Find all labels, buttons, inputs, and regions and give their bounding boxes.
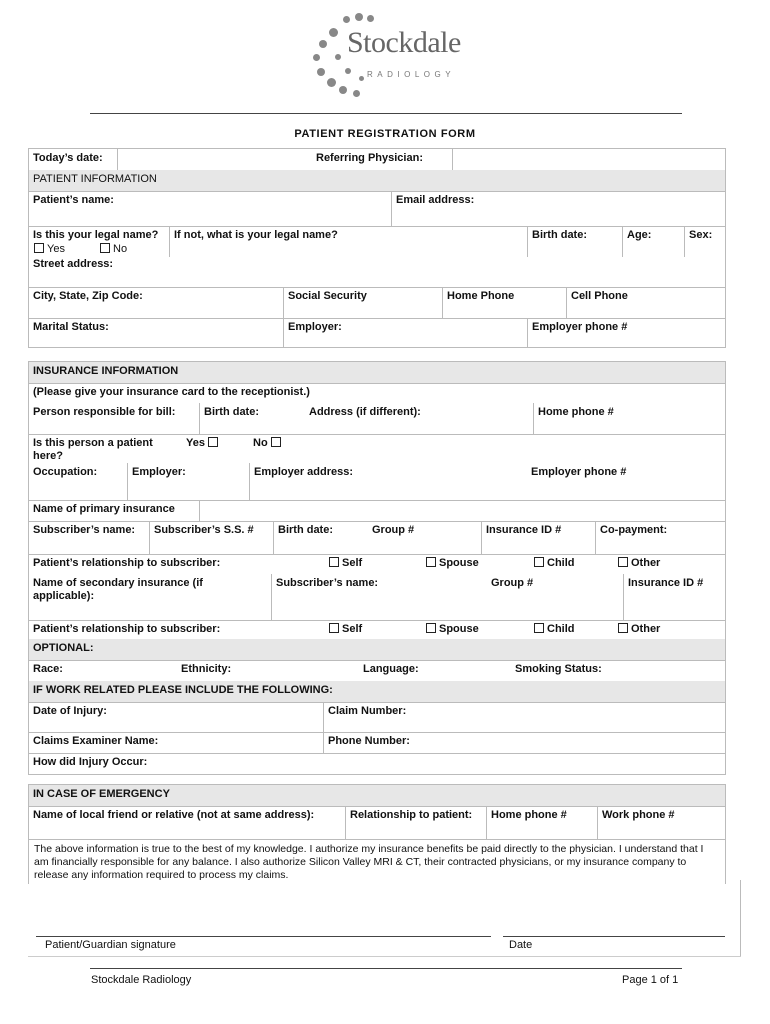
group-field[interactable]	[368, 521, 481, 554]
patient-name-label: Patient’s name:	[33, 194, 114, 206]
emergency-home-phone-field[interactable]	[486, 806, 597, 839]
secondary-relationship-label: Patient’s relationship to subscriber:	[33, 623, 221, 635]
claims-examiner-label: Claims Examiner Name:	[33, 735, 159, 747]
patient-section-title: PATIENT INFORMATION	[33, 173, 157, 185]
injury-description-field[interactable]	[29, 753, 725, 774]
subscriber-ss-label: Subscriber’s S.S. #	[154, 524, 254, 536]
emergency-work-phone-label: Work phone #	[602, 809, 675, 821]
authorization-statement: The above information is true to the best of my knowledge. I authorize my insurance benefits be paid directly to the physician. I understand that I am financially responsible for any balance. I also authorize Silicon Valley MRI & CT, their contracted physicians, or my insurance company to release any information required to process my claims.	[34, 843, 704, 881]
ethnicity-field[interactable]	[177, 660, 359, 681]
home-phone-label: Home Phone	[447, 290, 515, 302]
social-security-field[interactable]	[283, 287, 442, 318]
todays-date-field[interactable]	[117, 149, 312, 170]
responsible-party-field[interactable]	[29, 403, 199, 434]
insured-employer-phone-label: Employer phone #	[531, 466, 627, 478]
legal-name-label: If not, what is your legal name?	[174, 229, 338, 241]
patient-section	[28, 148, 726, 348]
employer-field[interactable]	[283, 318, 527, 348]
subscriber-birth-date-label: Birth date:	[278, 524, 333, 536]
secondary-insurance-label: Name of secondary insurance (if applicable):	[33, 577, 203, 602]
cell-phone-label: Cell Phone	[571, 290, 628, 302]
secondary-insurance-id-label: Insurance ID #	[628, 577, 704, 589]
emergency-contact-label: Name of local friend or relative (not at same address):	[33, 809, 315, 821]
legal-name-question: Is this your legal name?	[33, 229, 159, 241]
header-rule	[90, 113, 682, 114]
emergency-section	[28, 784, 726, 884]
stockdale-logo	[305, 10, 475, 102]
work-related-section-title: IF WORK RELATED PLEASE INCLUDE THE FOLLOWING:	[33, 684, 333, 696]
is-patient-here-label: Is this person a patient here?	[33, 437, 153, 462]
employer-address-label: Employer address:	[254, 466, 354, 478]
legal-name-yes-checkbox[interactable]: Yes	[34, 243, 65, 255]
subscriber-birth-date-field[interactable]	[273, 521, 368, 554]
logo-subtitle: RADIOLOGY	[367, 70, 456, 79]
claims-examiner-field[interactable]	[29, 732, 323, 753]
sex-field[interactable]	[684, 226, 725, 257]
secondary-subscriber-name-label: Subscriber’s name:	[276, 577, 379, 589]
responsible-party-label: Person responsible for bill:	[33, 406, 176, 418]
age-field[interactable]	[622, 226, 684, 257]
insurance-id-label: Insurance ID #	[486, 524, 562, 536]
insurance-id-field[interactable]	[481, 521, 595, 554]
smoking-status-label: Smoking Status:	[515, 663, 602, 675]
claim-number-label: Claim Number:	[328, 705, 407, 717]
insurance-section	[28, 361, 726, 775]
form-title: PATIENT REGISTRATION FORM	[294, 128, 476, 140]
referring-physician-label: Referring Physician:	[316, 152, 423, 164]
marital-status-field[interactable]	[29, 318, 283, 348]
smoking-status-field[interactable]	[511, 660, 725, 681]
legal-name-field[interactable]	[169, 226, 527, 257]
patient-here-yes-checkbox[interactable]: Yes	[186, 437, 218, 449]
subscriber-name-field[interactable]	[29, 521, 149, 554]
insured-employer-label: Employer:	[132, 466, 186, 478]
secondary-insurance-id-field[interactable]	[623, 574, 725, 620]
race-field[interactable]	[29, 660, 177, 681]
secondary-group-field[interactable]	[487, 574, 623, 620]
home-phone-field[interactable]	[442, 287, 566, 318]
copayment-label: Co-payment:	[600, 524, 668, 536]
responsible-birth-date-label: Birth date:	[204, 406, 259, 418]
copayment-field[interactable]	[595, 521, 725, 554]
employer-label: Employer:	[288, 321, 342, 333]
emergency-work-phone-field[interactable]	[597, 806, 725, 839]
relationship-self-checkbox[interactable]: Self	[329, 557, 362, 569]
logo-wordmark: Stockdale	[347, 26, 461, 59]
employer-address-field[interactable]	[249, 463, 527, 500]
secondary-self-checkbox[interactable]: Self	[329, 623, 362, 635]
insured-employer-field[interactable]	[127, 463, 249, 500]
insurance-section-title: INSURANCE INFORMATION	[33, 365, 179, 377]
language-label: Language:	[363, 663, 419, 675]
social-security-label: Social Security	[288, 290, 367, 302]
legal-name-no-checkbox[interactable]: No	[100, 243, 127, 255]
language-field[interactable]	[359, 660, 511, 681]
responsible-home-phone-label: Home phone #	[538, 406, 614, 418]
birth-date-label: Birth date:	[532, 229, 587, 241]
emergency-section-title: IN CASE OF EMERGENCY	[33, 788, 170, 800]
group-label: Group #	[372, 524, 415, 536]
age-label: Age:	[627, 229, 652, 241]
secondary-insurance-field[interactable]	[29, 574, 271, 620]
footer-company: Stockdale Radiology	[91, 974, 192, 986]
occupation-label: Occupation:	[33, 466, 98, 478]
street-address-field[interactable]	[29, 255, 725, 287]
footer-page-number: Page 1 of 1	[622, 974, 679, 986]
responsible-home-phone-field[interactable]	[533, 403, 725, 434]
injury-date-label: Date of Injury:	[33, 705, 107, 717]
primary-insurance-field[interactable]	[199, 500, 725, 521]
patient-here-no-checkbox[interactable]: No	[253, 437, 281, 449]
claim-number-field[interactable]	[323, 702, 725, 732]
email-label: Email address:	[396, 194, 475, 206]
responsible-address-field[interactable]	[305, 403, 533, 434]
secondary-group-label: Group #	[491, 577, 534, 589]
cell-phone-field[interactable]	[566, 287, 725, 318]
subscriber-ss-field[interactable]	[149, 521, 273, 554]
secondary-subscriber-name-field[interactable]	[271, 574, 487, 620]
optional-section-title: OPTIONAL:	[33, 642, 94, 654]
responsible-address-label: Address (if different):	[309, 406, 421, 418]
relationship-other-checkbox[interactable]: Other	[618, 557, 660, 569]
emergency-home-phone-label: Home phone #	[491, 809, 567, 821]
employer-phone-label: Employer phone #	[532, 321, 628, 333]
race-label: Race:	[33, 663, 63, 675]
examiner-phone-field[interactable]	[323, 732, 725, 753]
date-signature-line[interactable]	[503, 936, 725, 937]
employer-phone-field[interactable]	[527, 318, 725, 348]
emergency-contact-field[interactable]	[29, 806, 345, 839]
birth-date-field[interactable]	[527, 226, 622, 257]
footer-rule	[90, 968, 682, 969]
sex-label: Sex:	[689, 229, 713, 241]
patient-signature-line[interactable]	[36, 936, 491, 937]
injury-description-label: How did Injury Occur:	[33, 756, 148, 768]
referring-physician-field[interactable]	[452, 149, 725, 170]
emergency-relationship-label: Relationship to patient:	[350, 809, 473, 821]
insured-employer-phone-field[interactable]	[527, 463, 725, 500]
subscriber-name-label: Subscriber’s name:	[33, 524, 136, 536]
responsible-birth-date-field[interactable]	[199, 403, 305, 434]
relationship-child-checkbox[interactable]: Child	[534, 557, 575, 569]
relationship-spouse-checkbox[interactable]: Spouse	[426, 557, 479, 569]
patient-signature-label: Patient/Guardian signature	[45, 939, 176, 951]
email-field[interactable]	[391, 191, 725, 226]
examiner-phone-label: Phone Number:	[328, 735, 410, 747]
secondary-other-checkbox[interactable]: Other	[618, 623, 660, 635]
todays-date-label: Today’s date:	[33, 152, 103, 164]
primary-insurance-label: Name of primary insurance	[33, 503, 175, 515]
insurance-card-note: (Please give your insurance card to the receptionist.)	[33, 386, 310, 398]
city-state-zip-label: City, State, Zip Code:	[33, 290, 143, 302]
ethnicity-label: Ethnicity:	[181, 663, 232, 675]
patient-name-field[interactable]	[29, 191, 389, 226]
secondary-child-checkbox[interactable]: Child	[534, 623, 575, 635]
relationship-label: Patient’s relationship to subscriber:	[33, 557, 221, 569]
secondary-spouse-checkbox[interactable]: Spouse	[426, 623, 479, 635]
emergency-relationship-field[interactable]	[345, 806, 486, 839]
occupation-field[interactable]	[29, 463, 127, 500]
city-state-zip-field[interactable]	[29, 287, 283, 318]
injury-date-field[interactable]	[29, 702, 323, 732]
street-address-label: Street address:	[33, 258, 114, 270]
marital-status-label: Marital Status:	[33, 321, 109, 333]
date-signature-label: Date	[509, 939, 533, 951]
